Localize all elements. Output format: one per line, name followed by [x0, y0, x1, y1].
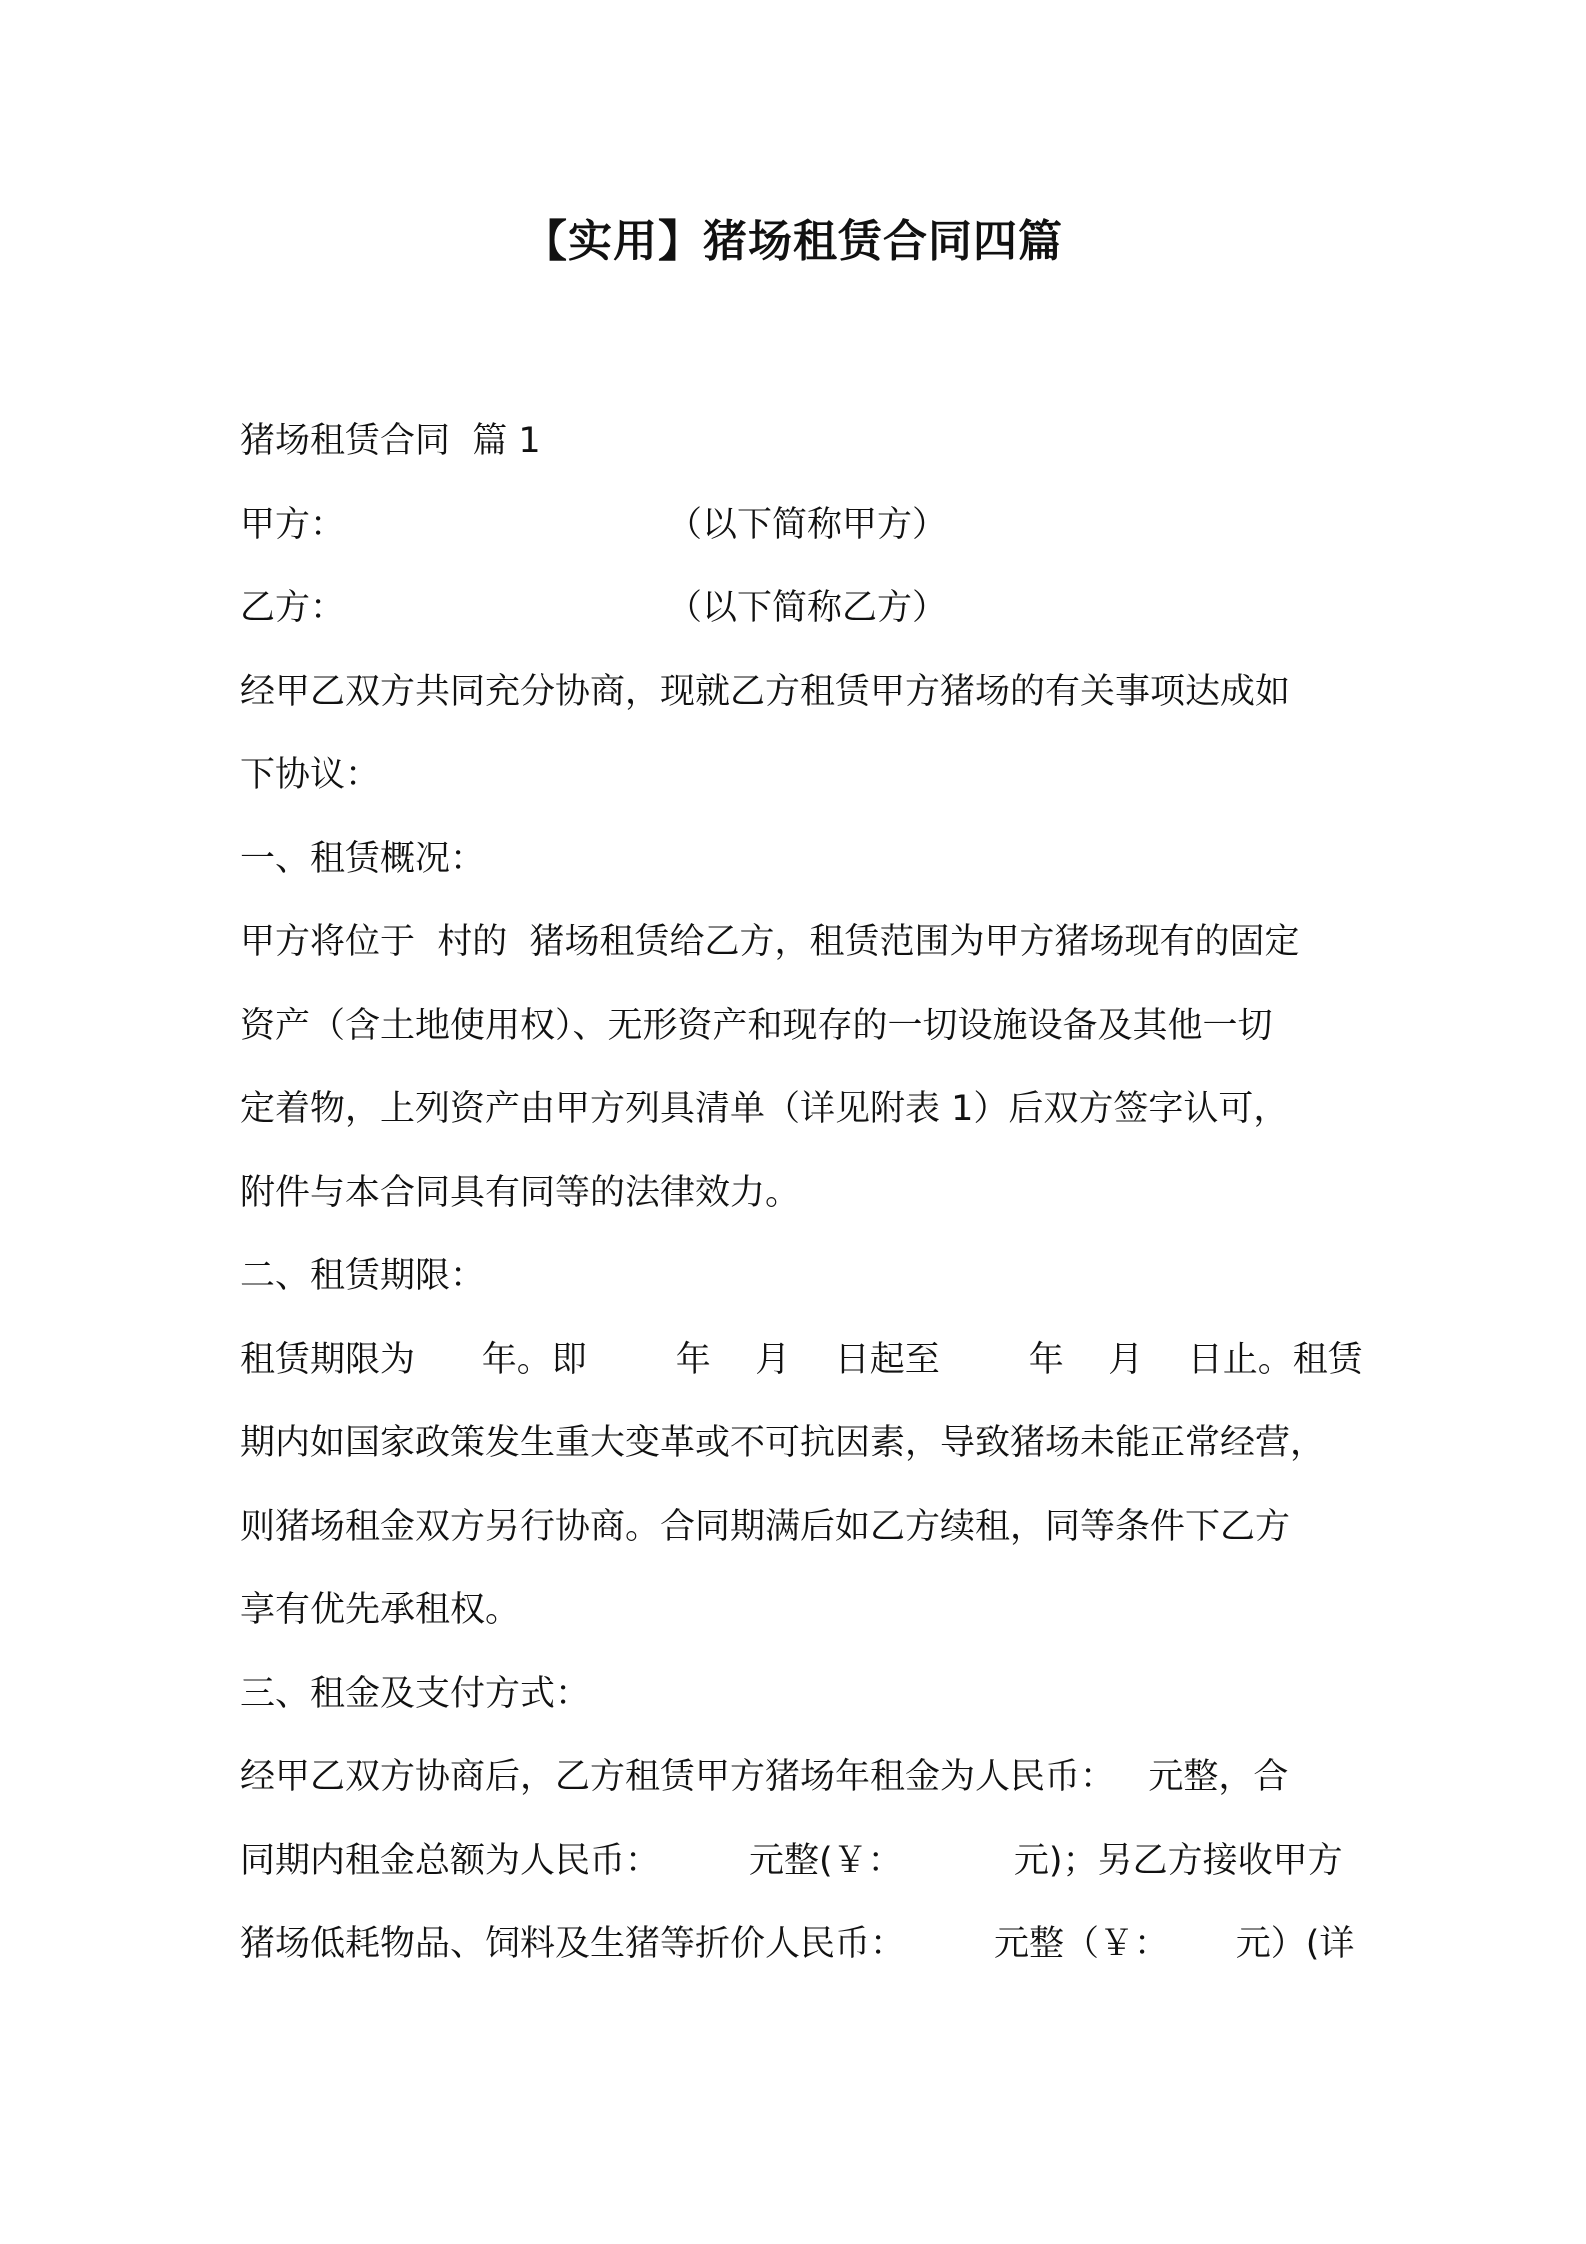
party-b-note: （以下简称乙方）: [667, 588, 948, 628]
party-a-note: （以下简称甲方）: [667, 504, 948, 545]
page-title: 【实用】猪场租赁合同四篇: [523, 216, 1063, 267]
party-a-label: 甲方：: [240, 504, 346, 545]
body-line: 租赁期限为 年。即 年 月 日起至 年 月 日止。租赁: [240, 1339, 1363, 1380]
section-heading: 猪场租赁合同 篇 1: [240, 421, 541, 461]
body-line: 猪场低耗物品、饲料及生猪等折价人民币： 元整（￥： 元）(详: [240, 1924, 1355, 1964]
body-line: 定着物，上列资产由甲方列具清单（详见附表 1）后双方签字认可，: [240, 1089, 1289, 1129]
body-line: 享有优先承租权。: [240, 1590, 521, 1630]
clause-heading: 二、租赁期限：: [240, 1256, 486, 1296]
body-line: 同期内租金总额为人民币： 元整(￥： 元)；另乙方接收甲方: [240, 1840, 1343, 1881]
clause-heading: 一、租赁概况：: [240, 838, 486, 879]
body-line: 期内如国家政策发生重大变革或不可抗因素，导致猪场未能正常经营，: [240, 1423, 1326, 1463]
party-a-line: [240, 484, 1370, 568]
body-line: 甲方将位于 村的 猪场租赁给乙方，租赁范围为甲方猪场现有的固定: [240, 922, 1300, 962]
body-line: 经甲乙双方共同充分协商，现就乙方租赁甲方猪场的有关事项达成如: [240, 671, 1291, 712]
body-line: 经甲乙双方协商后，乙方租赁甲方猪场年租金为人民币： 元整，合: [240, 1757, 1289, 1797]
body-line: 下协议：: [240, 755, 381, 795]
body-line: 资产（含土地使用权）、无形资产和现存的一切设施设备及其他一切: [240, 1005, 1273, 1046]
body-line: 则猪场租金双方另行协商。合同期满后如乙方续租，同等条件下乙方: [240, 1506, 1291, 1547]
party-b-line: [240, 567, 1370, 651]
body-line: 附件与本合同具有同等的法律效力。: [240, 1172, 801, 1213]
party-b-label: 乙方：: [240, 588, 346, 628]
clause-heading: 三、租金及支付方式：: [240, 1673, 591, 1714]
document-body: [240, 400, 1370, 1987]
